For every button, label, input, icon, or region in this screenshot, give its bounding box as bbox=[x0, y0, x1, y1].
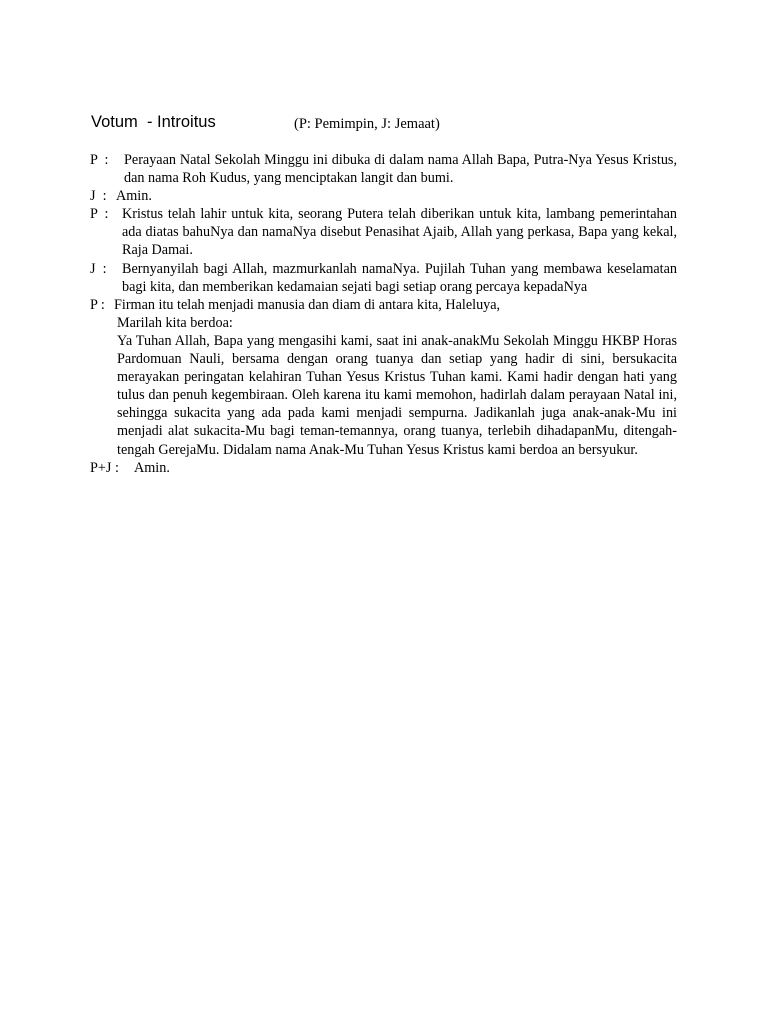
liturgy-body bbox=[90, 151, 677, 477]
entry-text: Firman itu telah menjadi manusia dan diam di antara kita, Haleluya, bbox=[114, 296, 501, 313]
document-header bbox=[91, 113, 691, 137]
speaker-label: P : bbox=[90, 296, 105, 313]
liturgy-entry bbox=[90, 187, 677, 205]
entry-text: Amin. bbox=[116, 188, 152, 205]
entry-text: Perayaan Natal Sekolah Minggu ini dibuka di dalam nama Allah Bapa, Putra-Nya Yesus Kristus, dan nama Roh Kudus, yang menciptakan langit dan bumi. bbox=[124, 152, 677, 187]
liturgy-entry bbox=[90, 296, 677, 314]
entry-text: Amin. bbox=[134, 459, 170, 476]
entry-text: Kristus telah lahir untuk kita, seorang Putera telah diberikan untuk kita, lambang pemerintahan ada diatas bahuNya dan namaNya disebut Penasihat Ajaib, Allah yang perkasa, Bapa yang kekal, Raja Damai. bbox=[122, 206, 677, 259]
speaker-legend: (P: Pemimpin, J: Jemaat) bbox=[294, 116, 440, 132]
speaker-label: J : bbox=[90, 260, 107, 277]
prayer-intro: Marilah kita berdoa: bbox=[117, 314, 233, 331]
page-title: Votum - Introitus bbox=[91, 113, 216, 131]
speaker-label: J : bbox=[90, 188, 107, 205]
speaker-label: P : bbox=[90, 152, 109, 168]
liturgy-entry bbox=[90, 151, 677, 187]
liturgy-entry bbox=[90, 205, 677, 259]
speaker-label: P+J : bbox=[90, 459, 119, 476]
prayer-block bbox=[117, 314, 677, 459]
speaker-label: P : bbox=[90, 206, 109, 223]
liturgy-entry bbox=[90, 260, 677, 296]
liturgy-entry bbox=[90, 459, 677, 477]
prayer-text: Ya Tuhan Allah, Bapa yang mengasihi kami, saat ini anak-anakMu Sekolah Minggu HKBP Horas Pardomuan Nauli, bersama dengan orang tuanya dan setiap yang hadir di sini, bersukacita merayakan peringatan kelahiran Tuhan Yesus Kristus Tuhan kami. Kami hadir dengan hati yang tulus dan penuh kegembiraan. Oleh karena itu kami memohon, hadirlah dalam perayaan Natal ini, sehingga sukacita yang ada pada kami menjadi sempurna. Jadikanlah juga anak-anak-Mu ini menjadi alat sukacita-Mu bagi teman-temannya, orang tuanya, terlebih dihadapanMu, ditengah-tengah GerejaMu. Didalam nama Anak-Mu Tuhan Yesus Kristus kami berdoa an bersyukur. bbox=[117, 332, 677, 458]
entry-text: Bernyanyilah bagi Allah, mazmurkanlah namaNya. Pujilah Tuhan yang membawa keselamatan bagi kita, dan memberikan kedamaian sejati bagi setiap orang percaya kepadaNya bbox=[122, 260, 677, 295]
